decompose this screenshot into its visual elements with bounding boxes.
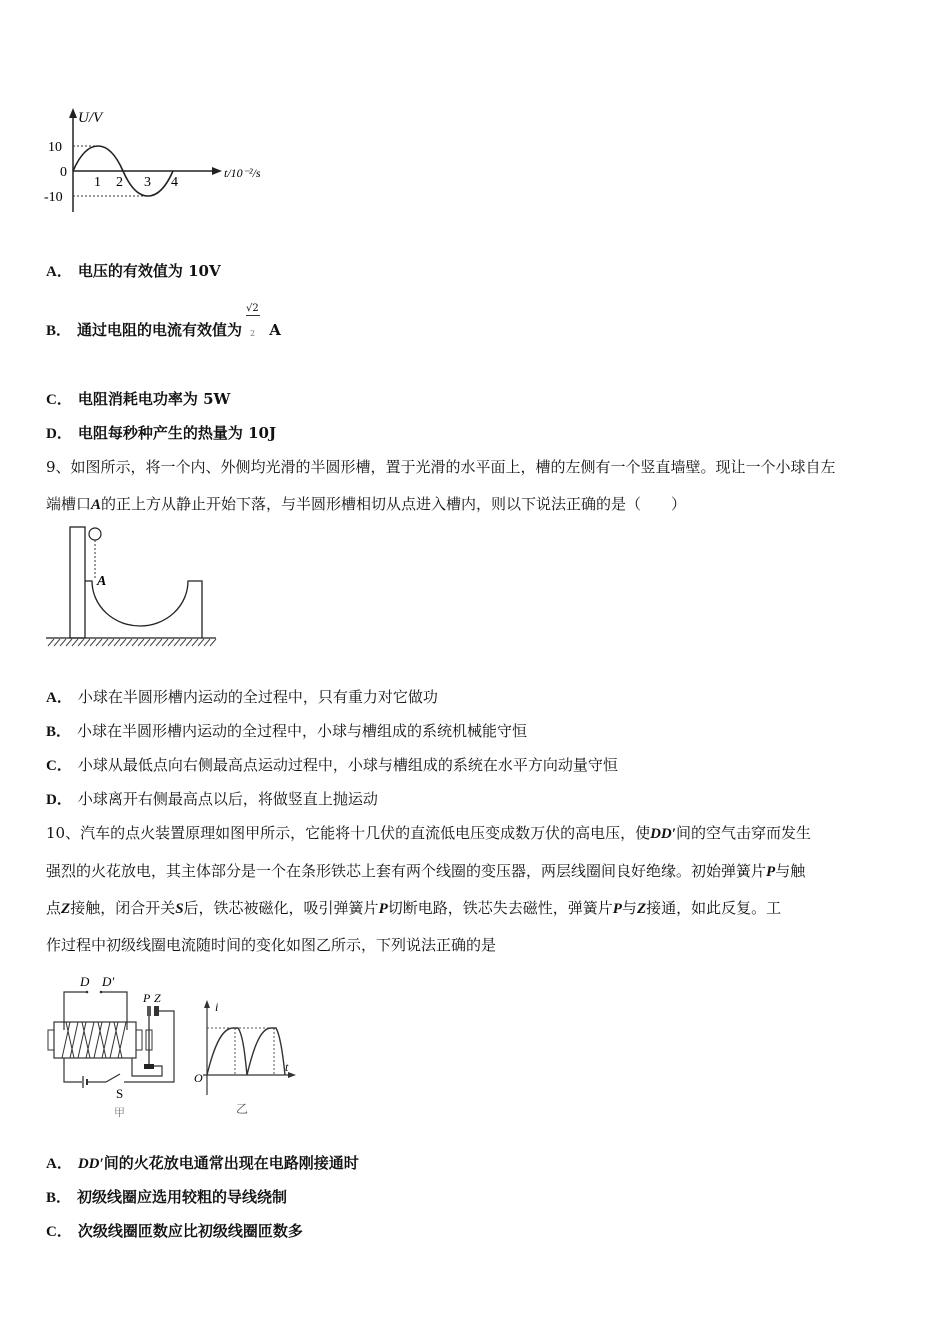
y-tick: -10: [44, 190, 63, 205]
q10-stem-line2: [46, 861, 805, 882]
text: 接触，闭合开关: [70, 899, 176, 917]
figure-label-yi: 乙: [236, 1102, 249, 1116]
q10-stem-line1: [46, 823, 811, 844]
x-tick: 1: [94, 175, 101, 190]
option-text: 小球离开右侧最高点以后，将做竖直上抛运动: [77, 790, 378, 808]
option-text: 电阻每秒种产生的热量为 10J: [77, 424, 277, 442]
option-text: 电压的有效值为 10V: [77, 262, 221, 280]
text: 与触: [775, 862, 806, 880]
label-d-prime: D′: [102, 974, 115, 989]
y-tick: 10: [48, 140, 62, 155]
q10-option-b: [46, 1187, 287, 1208]
option-label: B．: [46, 724, 72, 740]
text: 点: [46, 899, 62, 917]
option-label: C．: [46, 392, 72, 408]
voltage-time-graph: [40, 100, 290, 220]
text: 10、汽车的点火装置原理如图甲所示，它能将十几伏的直流低电压变成数万伏的高电压，使: [46, 824, 651, 842]
option-label: D．: [46, 426, 72, 442]
point-a-label: A: [97, 574, 107, 589]
semicircle-groove-figure: [40, 520, 240, 660]
ignition-circuit-figure: [40, 970, 185, 1120]
option-text: 通过电阻的电流有效值为: [77, 321, 243, 339]
option-text: 小球从最低点向右侧最高点运动过程中，小球与槽组成的系统在水平方向动量守恒: [77, 756, 618, 774]
variable-p: P: [766, 864, 776, 880]
label-p: P: [143, 991, 151, 1005]
current-time-graph: [185, 995, 305, 1120]
x-tick: 3: [144, 175, 151, 190]
text: 间的空气击穿而发生: [675, 824, 811, 842]
option-label: C．: [46, 1224, 72, 1240]
option-label: A．: [46, 264, 72, 280]
q10-option-a: [46, 1153, 359, 1174]
q8-option-c: [46, 389, 230, 410]
q10-stem-line3: [46, 898, 781, 919]
q9-option-b: [46, 721, 527, 742]
text: 与: [621, 899, 637, 917]
origin-label: O: [194, 1071, 203, 1085]
i-axis-label: i: [215, 1000, 219, 1014]
label-d: D: [80, 974, 90, 989]
text: 后，铁芯被磁化，吸引弹簧片: [183, 899, 379, 917]
q9-stem-line1: 9、如图所示，将一个内、外侧均光滑的半圆形槽，置于光滑的水平面上，槽的左侧有一个竖直墙壁。现让一个小球自左: [46, 458, 836, 476]
option-text: 小球在半圆形槽内运动的全过程中，只有重力对它做功: [77, 688, 438, 706]
text: 接通，如此反复。工: [646, 899, 782, 917]
option-text: 间的火花放电通常出现在电路刚接通时: [103, 1154, 359, 1172]
q9-stem-line2: [46, 494, 686, 515]
q10-stem-line4: 作过程中初级线圈电流随时间的变化如图乙所示，下列说法正确的是: [46, 936, 497, 954]
x-tick: 2: [116, 175, 123, 190]
variable-s: S: [175, 901, 184, 917]
y-axis-label: U/V: [78, 110, 103, 126]
option-text: 小球在半圆形槽内运动的全过程中，小球与槽组成的系统机械能守恒: [77, 722, 528, 740]
switch-label: S: [116, 1086, 124, 1101]
option-label: C．: [46, 758, 72, 774]
variable-p: P: [378, 901, 388, 917]
x-axis-label: t/10⁻²/s: [224, 166, 261, 180]
figure-label-jia: 甲: [114, 1107, 125, 1119]
x-tick: 4: [171, 175, 178, 190]
t-axis-label: t: [285, 1060, 289, 1074]
q9-option-a: [46, 687, 438, 708]
text: 的正上方从静止开始下落，与半圆形槽相切从点进入槽内，则以下说法正确的是（ ）: [101, 495, 687, 513]
variable-p: P: [612, 901, 622, 917]
option-text: 电阻消耗电功率为 5W: [77, 390, 231, 408]
variable-z: Z: [61, 901, 71, 917]
option-unit: A: [264, 321, 281, 339]
text: 强烈的火花放电，其主体部分是一个在条形铁芯上套有两个线圈的变压器，两层线圈间良好绝缘。初始弹簧片: [46, 862, 767, 880]
option-label: A．: [46, 690, 72, 706]
variable-a: A: [91, 497, 102, 513]
q8-option-a: [46, 261, 221, 282]
q9-option-c: [46, 755, 618, 776]
variable-dd: DD′: [77, 1156, 104, 1172]
option-label: D．: [46, 792, 72, 808]
q9-option-d: [46, 789, 378, 810]
option-text: 初级线圈应选用较粗的导线绕制: [77, 1188, 288, 1206]
q10-option-c: [46, 1221, 303, 1242]
fraction-numerator: √2: [246, 303, 259, 314]
option-label: B．: [46, 1190, 72, 1206]
option-label: B．: [46, 323, 72, 339]
fraction-sqrt2-over-2: [244, 303, 262, 340]
variable-dd: DD′: [650, 826, 676, 842]
option-label: A．: [46, 1156, 72, 1172]
option-text: 次级线圈匝数应比初级线圈匝数多: [77, 1222, 303, 1240]
y-tick: 0: [60, 165, 67, 180]
text: 切断电路，铁芯失去磁性，弹簧片: [387, 899, 613, 917]
q8-option-d: [46, 423, 276, 444]
text: 端槽口: [46, 495, 92, 513]
label-z: Z: [154, 991, 161, 1005]
q8-option-b: [46, 303, 281, 341]
variable-z: Z: [636, 901, 647, 917]
fraction-denominator: 2: [250, 329, 256, 338]
